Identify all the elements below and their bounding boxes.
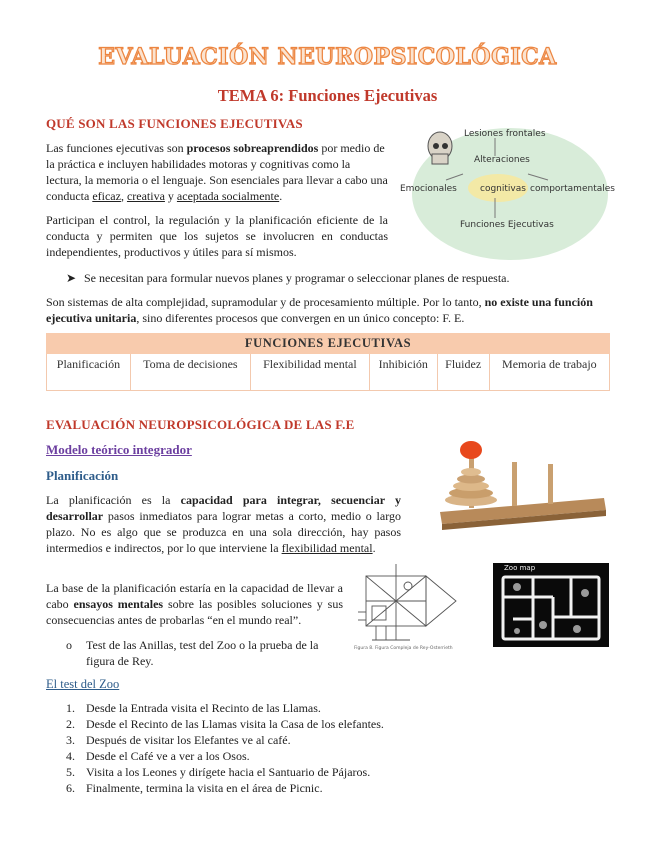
link-modelo-teorico[interactable]: Modelo teórico integrador (46, 442, 192, 457)
table-cell-fluidez: Fluidez (437, 354, 489, 391)
zoo-steps-list (66, 700, 466, 796)
page-title: EVALUACIÓN NEUROPSICOLÓGICA (98, 44, 557, 70)
paragraph-ensayos-mentales: La base de la planificación estaría en la capacidad de llevar a cabo ensayos mentales sobre las posibles soluciones y sus consecuencias antes de probarlas “en el mundo real”. (46, 581, 343, 627)
zoo-map-image (493, 563, 609, 647)
table-header: FUNCIONES EJECUTIVAS (47, 334, 610, 354)
tower-rings-image (436, 438, 608, 530)
diagram-label-cognitivas: cognitivas (480, 184, 526, 194)
table-cell-toma-decisiones: Toma de decisiones (130, 354, 250, 391)
list-item: 2. Desde el Recinto de las Llamas visita la Casa de los elefantes. (66, 717, 384, 731)
table-cell-inhibicion: Inhibición (369, 354, 437, 391)
subheading-planificacion: Planificación (46, 468, 119, 483)
link-test-zoo[interactable]: El test del Zoo (46, 677, 120, 691)
list-item: 1. Desde la Entrada visita el Recinto de las Llamas. (66, 701, 321, 715)
paragraph-definicion: Las funciones ejecutivas son procesos sobreaprendidos por medio de la práctica e incluyen habilidades motoras y cognitivas como la lectura, la memoria o el lenguaje. Son esenciales para llevar a cabo una conducta eficaz, creativa y aceptada socialmente. (46, 141, 388, 203)
paragraph-participan: Participan el control, la regulación y la planificación eficiente de la conducta y permiten que los sujetos se involucren en conductas independientes, productivos y útiles para sí mismos. (46, 213, 388, 259)
zoo-map-icon (493, 563, 609, 647)
diagram-label-alteraciones: Alteraciones (474, 155, 530, 165)
list-item: 4. Desde el Café ve a ver a los Osos. (66, 749, 250, 763)
zoo-map-label: Zoo map (504, 564, 536, 572)
arrow-bullet-icon: ➤ (66, 271, 77, 285)
diagram-label-emocionales: Emocionales (400, 184, 457, 194)
rey-figure-icon (352, 562, 470, 646)
table-cell-flexibilidad: Flexibilidad mental (250, 354, 369, 391)
page-subtitle: TEMA 6: Funciones Ejecutivas (217, 86, 438, 105)
diagram-label-funciones: Funciones Ejecutivas (460, 220, 554, 230)
paragraph-planificacion: La planificación es la capacidad para integrar, secuenciar y desarrollar pasos inmediatos para lograr metas a corto, medio o largo plazo. No es algo que se produzca en una sola dirección, hay pasos intermedios e indirectos, por lo que interviene la flexibilidad mental. (46, 493, 402, 555)
diagram-lesiones-frontales (398, 118, 615, 260)
rey-figure-image (352, 562, 470, 654)
diagram-label-lesiones: Lesiones frontales (464, 129, 546, 139)
section-heading-que-son: QUÉ SON LAS FUNCIONES EJECUTIVAS (46, 116, 303, 131)
list-item: 5. Visita a los Leones y dirígete hacia el Santuario de Pájaros. (66, 765, 371, 779)
list-item: 3. Después de visitar los Elefantes ve al café. (66, 733, 291, 747)
skull-icon (428, 132, 452, 164)
rey-figure-caption: Figura 8. Figura Compleja de Rey-Osterrieth (354, 646, 453, 651)
table-cell-memoria: Memoria de trabajo (489, 354, 609, 391)
bullet-formular-planes: ➤ Se necesitan para formular nuevos planes y programar o seleccionar planes de respuesta. (66, 271, 510, 285)
circle-bullet-icon: o (66, 638, 72, 652)
tower-rings-icon (436, 438, 608, 530)
section-heading-evaluacion: EVALUACIÓN NEUROPSICOLÓGICA DE LAS F.E (46, 417, 355, 432)
list-item: 6. Finalmente, termina la visita en el área de Picnic. (66, 781, 323, 795)
circle-bullet-tests: o Test de las Anillas, test del Zoo o la prueba de la figura de Rey. (66, 638, 319, 668)
paragraph-sistemas: Son sistemas de alta complejidad, supramodular y de procesamiento múltiple. Por lo tanto, no existe una función ejecutiva unitaria, sino diferentes procesos que convergen en un único concepto: F. E. (46, 295, 593, 325)
table-cell-planificacion: Planificación (47, 354, 131, 391)
funciones-ejecutivas-table (46, 333, 610, 391)
diagram-label-comportamentales: comportamentales (530, 184, 615, 194)
table-row (47, 354, 610, 391)
